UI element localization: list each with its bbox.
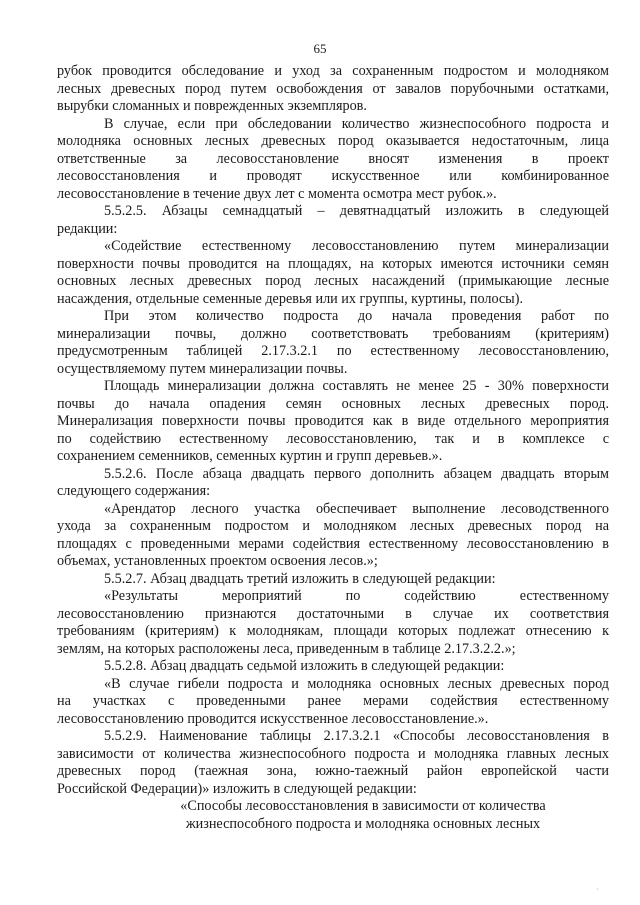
text-line: лесовосстановлению признаются достаточными в случае их соответствия — [57, 605, 609, 622]
paragraph-continuation — [57, 63, 609, 116]
text-line: Площадь минерализации должна составлять не менее 25 - 30% поверхности — [104, 378, 609, 394]
text-line: древесных пород (таежная зона, южно-таежный район европейской части — [57, 763, 609, 779]
text-line: 5.5.2.8. Абзац двадцать седьмой изложить в следующей редакции: — [104, 658, 505, 674]
text-line: 5.5.2.6. После абзаца двадцать первого дополнить абзацем двадцать вторым — [104, 465, 609, 482]
text-line: При этом количество подроста до начала проведения работ по — [104, 308, 609, 324]
text-line: осуществляемому путем минерализации почвы. — [57, 360, 348, 377]
text-line: молодняка основных лесных древесных пород оказывается недостаточным, лица — [57, 133, 609, 149]
paragraph-5-5-2-7 — [57, 571, 609, 589]
text-line: минерализации почвы, должно соответствовать требованиям (критериям) — [57, 325, 609, 342]
text-line: вырубки сломанных и поврежденных экземпляров. — [57, 98, 367, 114]
text-line: ухода за сохраненным подростом и молодняком лесных древесных пород на — [57, 518, 609, 534]
text-line: зависимости от количества жизнеспособного подроста и молодняка главных лесных — [57, 745, 609, 762]
paragraph-lessee — [57, 501, 609, 571]
text-line: почвы до начала опадения семян основных лесных древесных пород. — [57, 395, 609, 412]
text-line: требованиям (критериям) к молоднякам, площади которых подлежат отнесению к — [57, 623, 609, 639]
text-line: Российской Федерации)» изложить в следующей редакции: — [57, 780, 417, 797]
text-line: предусмотренным таблицей 2.17.3.2.1 по естественному лесовосстановлению, — [57, 343, 609, 359]
text-line: редакции: — [57, 220, 118, 237]
text-line: по содействию естественному лесовосстановлению, так и в комплексе с — [57, 430, 609, 447]
text-line: 5.5.2.9. Наименование таблицы 2.17.3.2.1 «Способы лесовосстановления в — [104, 728, 609, 744]
paragraph-assistance — [57, 238, 609, 308]
paragraph-inspection — [57, 116, 609, 204]
text-line: «Арендатор лесного участка обеспечивает выполнение лесоводственного — [104, 500, 609, 517]
text-line: объемах, установленных проектом освоения лесов.»; — [57, 553, 378, 569]
text-line: лесовосстановление в течение двух лет с момента осмотра мест рубок.». — [57, 185, 497, 202]
text-line: жизнеспособного подроста и молодняка основных лесных — [185, 815, 541, 832]
text-line: ответственные за лесовосстановление вносят изменения в проект — [57, 150, 609, 167]
text-line: «Содействие естественному лесовосстановлению путем минерализации — [104, 238, 609, 254]
text-line: 5.5.2.5. Абзацы семнадцатый – девятнадцатый изложить в следующей — [104, 203, 609, 219]
text-line: следующего содержания: — [57, 483, 211, 499]
paragraph-death-case — [57, 676, 609, 729]
text-line: на участках с проведенными ранее мерами содействия естественному — [57, 693, 609, 709]
paragraph-5-5-2-5 — [57, 203, 609, 238]
paragraph-5-5-2-8 — [57, 658, 609, 676]
paragraph-5-5-2-6 — [57, 466, 609, 501]
text-line: В случае, если при обследовании количество жизнеспособного подроста и — [104, 115, 609, 132]
text-line: 5.5.2.7. Абзац двадцать третий изложить в следующей редакции: — [104, 570, 496, 587]
text-line: лесовосстановления и проводят искусственное или комбинированное — [57, 168, 609, 184]
text-line: Минерализация поверхности почвы проводится как в виде отдельного мероприятия — [57, 413, 609, 429]
text-line: «Результаты мероприятий по содействию естественному — [104, 588, 609, 604]
text-line: площадях с проведенными мерами содействия естественному лесовосстановлению в — [57, 535, 609, 552]
paragraph-results — [57, 588, 609, 658]
page-number: 65 — [313, 41, 327, 56]
text-line: рубок проводится обследование и уход за сохраненным подростом и молодняком — [57, 63, 609, 79]
text-line: насаждения, отдельные семенные деревья или их группы, куртины, полосы). — [57, 290, 523, 307]
paragraph-5-5-2-9 — [57, 728, 609, 798]
paragraph-undergrowth — [57, 308, 609, 378]
text-line: поверхности почвы проводится на площадях, на которых имеются источники семян — [57, 255, 609, 272]
table-title — [57, 798, 609, 833]
text-line: «В случае гибели подроста и молодняка основных лесных древесных пород — [104, 675, 609, 692]
text-line: сохранением семенников, семенных куртин и групп деревьев.». — [57, 448, 443, 464]
scan-mark: · — [596, 885, 599, 894]
text-line: «Способы лесовосстановления в зависимости от количества — [180, 798, 546, 814]
document-body — [57, 63, 609, 833]
text-line: основных лесных древесных пород лесных насаждений (примыкающие лесные — [57, 273, 609, 289]
text-line: лесовосстановлению проводится искусственное лесовосстановление.». — [57, 710, 489, 727]
text-line: лесных древесных пород путем освобождения от завалов порубочными остатками, — [57, 80, 609, 97]
paragraph-mineralization-area — [57, 378, 609, 466]
text-line: землям, на которых расположены леса, приведенным в таблице 2.17.3.2.2.»; — [57, 640, 516, 657]
